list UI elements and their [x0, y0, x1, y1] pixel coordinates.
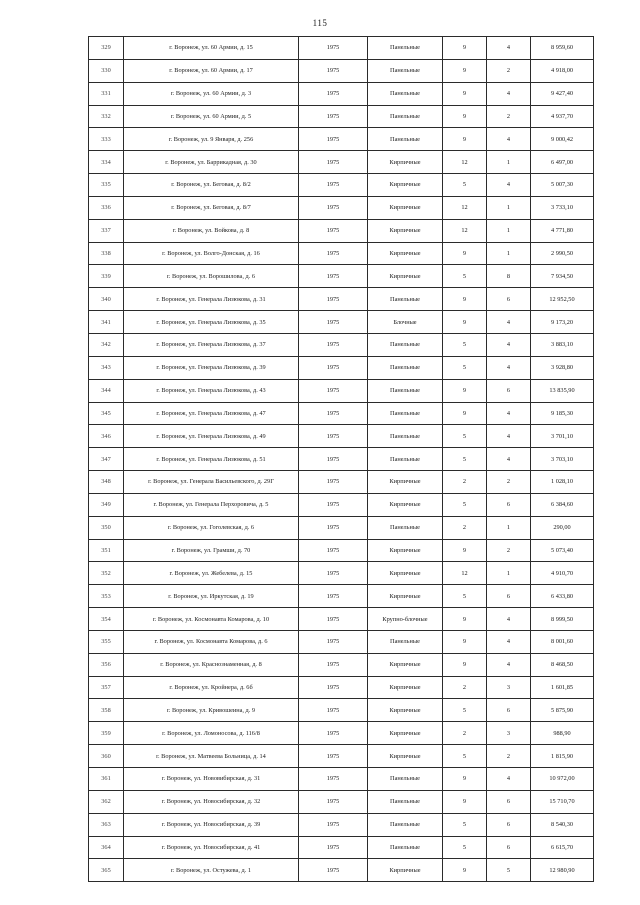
wall-material-cell: Панельные: [368, 82, 443, 105]
address-cell: г. Воронеж, ул. Матвеева Больница, д. 14: [124, 745, 299, 768]
table-row: [89, 813, 594, 836]
area-cell: 5 875,90: [531, 699, 594, 722]
floors-cell: 9: [443, 379, 487, 402]
floors-cell: 9: [443, 653, 487, 676]
table-row: [89, 105, 594, 128]
area-cell: 1 815,90: [531, 745, 594, 768]
row-number-cell: 338: [89, 242, 124, 265]
wall-material-cell: Кирпичные: [368, 653, 443, 676]
area-cell: 4 918,00: [531, 59, 594, 82]
floors-cell: 9: [443, 311, 487, 334]
table-row: [89, 333, 594, 356]
entrances-cell: 6: [487, 585, 531, 608]
area-cell: 1 601,85: [531, 676, 594, 699]
area-cell: 12 952,50: [531, 288, 594, 311]
area-cell: 6 384,60: [531, 493, 594, 516]
wall-material-cell: Панельные: [368, 630, 443, 653]
entrances-cell: 4: [487, 425, 531, 448]
address-cell: г. Воронеж, ул. 60 Армии, д. 5: [124, 105, 299, 128]
entrances-cell: 6: [487, 836, 531, 859]
area-cell: 8 468,50: [531, 653, 594, 676]
floors-cell: 9: [443, 859, 487, 882]
floors-cell: 9: [443, 128, 487, 151]
table-row: [89, 425, 594, 448]
address-cell: г. Воронеж, ул. Гоголевская, д. 6: [124, 516, 299, 539]
table-row: [89, 653, 594, 676]
address-cell: г. Воронеж, ул. Остужева, д. 1: [124, 859, 299, 882]
wall-material-cell: Панельные: [368, 402, 443, 425]
table-row: [89, 745, 594, 768]
row-number-cell: 348: [89, 471, 124, 494]
table-row: [89, 585, 594, 608]
address-cell: г. Воронеж, ул. Кривошеина, д. 9: [124, 699, 299, 722]
year-cell: 1975: [299, 105, 368, 128]
floors-cell: 5: [443, 333, 487, 356]
floors-cell: 9: [443, 402, 487, 425]
address-cell: г. Воронеж, ул. 60 Армии, д. 15: [124, 37, 299, 60]
floors-cell: 9: [443, 790, 487, 813]
row-number-cell: 332: [89, 105, 124, 128]
address-cell: г. Воронеж, ул. Ломоносова, д. 116/8: [124, 722, 299, 745]
table-row: [89, 196, 594, 219]
table-row: [89, 608, 594, 631]
wall-material-cell: Панельные: [368, 288, 443, 311]
wall-material-cell: Кирпичные: [368, 562, 443, 585]
floors-cell: 9: [443, 539, 487, 562]
wall-material-cell: Кирпичные: [368, 539, 443, 562]
entrances-cell: 1: [487, 219, 531, 242]
wall-material-cell: Панельные: [368, 516, 443, 539]
entrances-cell: 6: [487, 288, 531, 311]
year-cell: 1975: [299, 174, 368, 197]
row-number-cell: 360: [89, 745, 124, 768]
year-cell: 1975: [299, 425, 368, 448]
address-cell: г. Воронеж, ул. 60 Армии, д. 3: [124, 82, 299, 105]
area-cell: 15 710,70: [531, 790, 594, 813]
year-cell: 1975: [299, 82, 368, 105]
year-cell: 1975: [299, 745, 368, 768]
wall-material-cell: Кирпичные: [368, 585, 443, 608]
floors-cell: 2: [443, 516, 487, 539]
row-number-cell: 346: [89, 425, 124, 448]
wall-material-cell: Кирпичные: [368, 242, 443, 265]
wall-material-cell: Кирпичные: [368, 174, 443, 197]
year-cell: 1975: [299, 59, 368, 82]
area-cell: 1 028,10: [531, 471, 594, 494]
entrances-cell: 2: [487, 539, 531, 562]
address-cell: г. Воронеж, ул. Волго-Донская, д. 16: [124, 242, 299, 265]
entrances-cell: 1: [487, 151, 531, 174]
address-cell: г. Воронеж, ул. Краснознаменная, д. 8: [124, 653, 299, 676]
address-cell: г. Воронеж, ул. Генерала Лизюкова, д. 51: [124, 448, 299, 471]
row-number-cell: 334: [89, 151, 124, 174]
table-row: [89, 265, 594, 288]
address-cell: г. Воронеж, ул. Генерала Лизюкова, д. 37: [124, 333, 299, 356]
year-cell: 1975: [299, 196, 368, 219]
floors-cell: 5: [443, 265, 487, 288]
year-cell: 1975: [299, 790, 368, 813]
address-cell: г. Воронеж, ул. Генерала Лизюкова, д. 43: [124, 379, 299, 402]
address-cell: г. Воронеж, ул. 60 Армии, д. 17: [124, 59, 299, 82]
year-cell: 1975: [299, 151, 368, 174]
floors-cell: 5: [443, 425, 487, 448]
wall-material-cell: Кирпичные: [368, 196, 443, 219]
entrances-cell: 4: [487, 630, 531, 653]
wall-material-cell: Панельные: [368, 128, 443, 151]
row-number-cell: 343: [89, 356, 124, 379]
area-cell: 5 073,40: [531, 539, 594, 562]
year-cell: 1975: [299, 242, 368, 265]
area-cell: 12 980,90: [531, 859, 594, 882]
entrances-cell: 4: [487, 128, 531, 151]
floors-cell: 5: [443, 356, 487, 379]
row-number-cell: 351: [89, 539, 124, 562]
entrances-cell: 1: [487, 516, 531, 539]
row-number-cell: 336: [89, 196, 124, 219]
table-row: [89, 516, 594, 539]
floors-cell: 9: [443, 82, 487, 105]
table-row: [89, 151, 594, 174]
area-cell: 3 928,80: [531, 356, 594, 379]
address-cell: г. Воронеж, ул. Космонавта Комарова, д. 6: [124, 630, 299, 653]
table-row: [89, 242, 594, 265]
entrances-cell: 3: [487, 676, 531, 699]
address-cell: г. Воронеж, ул. Новосибирская, д. 32: [124, 790, 299, 813]
year-cell: 1975: [299, 630, 368, 653]
table-row: [89, 768, 594, 791]
row-number-cell: 359: [89, 722, 124, 745]
floors-cell: 2: [443, 722, 487, 745]
address-cell: г. Воронеж, ул. Генерала Лизюкова, д. 35: [124, 311, 299, 334]
wall-material-cell: Кирпичные: [368, 859, 443, 882]
floors-cell: 12: [443, 196, 487, 219]
wall-material-cell: Панельные: [368, 448, 443, 471]
floors-cell: 5: [443, 745, 487, 768]
entrances-cell: 4: [487, 356, 531, 379]
address-cell: г. Воронеж, ул. Космонавта Комарова, д. 10: [124, 608, 299, 631]
entrances-cell: 4: [487, 82, 531, 105]
row-number-cell: 344: [89, 379, 124, 402]
table-row: [89, 174, 594, 197]
address-cell: г. Воронеж, ул. Генерала Лизюкова, д. 47: [124, 402, 299, 425]
area-cell: 988,90: [531, 722, 594, 745]
table-body: [89, 37, 594, 882]
table-row: [89, 859, 594, 882]
area-cell: 6 497,00: [531, 151, 594, 174]
row-number-cell: 345: [89, 402, 124, 425]
table-row: [89, 37, 594, 60]
row-number-cell: 347: [89, 448, 124, 471]
row-number-cell: 350: [89, 516, 124, 539]
wall-material-cell: Панельные: [368, 836, 443, 859]
entrances-cell: 4: [487, 333, 531, 356]
address-cell: г. Воронеж, ул. Новосибирская, д. 41: [124, 836, 299, 859]
floors-cell: 9: [443, 105, 487, 128]
table-row: [89, 676, 594, 699]
year-cell: 1975: [299, 722, 368, 745]
wall-material-cell: Блочные: [368, 311, 443, 334]
year-cell: 1975: [299, 585, 368, 608]
floors-cell: 9: [443, 608, 487, 631]
wall-material-cell: Панельные: [368, 379, 443, 402]
row-number-cell: 354: [89, 608, 124, 631]
area-cell: 4 771,80: [531, 219, 594, 242]
row-number-cell: 331: [89, 82, 124, 105]
floors-cell: 5: [443, 493, 487, 516]
wall-material-cell: Панельные: [368, 425, 443, 448]
area-cell: 8 999,50: [531, 608, 594, 631]
row-number-cell: 349: [89, 493, 124, 516]
floors-cell: 5: [443, 448, 487, 471]
table-row: [89, 722, 594, 745]
row-number-cell: 361: [89, 768, 124, 791]
floors-cell: 9: [443, 242, 487, 265]
area-cell: 13 835,90: [531, 379, 594, 402]
floors-cell: 5: [443, 813, 487, 836]
wall-material-cell: Панельные: [368, 59, 443, 82]
area-cell: 3 733,10: [531, 196, 594, 219]
entrances-cell: 4: [487, 402, 531, 425]
area-cell: 3 883,10: [531, 333, 594, 356]
wall-material-cell: Кирпичные: [368, 265, 443, 288]
table-row: [89, 82, 594, 105]
address-cell: г. Воронеж, ул. Войкова, д. 8: [124, 219, 299, 242]
entrances-cell: 4: [487, 174, 531, 197]
table-row: [89, 402, 594, 425]
table-row: [89, 59, 594, 82]
floors-cell: 9: [443, 59, 487, 82]
row-number-cell: 333: [89, 128, 124, 151]
wall-material-cell: Кирпичные: [368, 151, 443, 174]
table-row: [89, 448, 594, 471]
row-number-cell: 358: [89, 699, 124, 722]
row-number-cell: 335: [89, 174, 124, 197]
area-cell: 290,00: [531, 516, 594, 539]
floors-cell: 12: [443, 562, 487, 585]
year-cell: 1975: [299, 562, 368, 585]
page-number: 115: [312, 18, 328, 28]
year-cell: 1975: [299, 288, 368, 311]
row-number-cell: 352: [89, 562, 124, 585]
area-cell: 6 433,80: [531, 585, 594, 608]
table-row: [89, 288, 594, 311]
address-cell: г. Воронеж, ул. Беговая, д. 8/2: [124, 174, 299, 197]
entrances-cell: 5: [487, 859, 531, 882]
table-row: [89, 379, 594, 402]
wall-material-cell: Кирпичные: [368, 471, 443, 494]
floors-cell: 2: [443, 471, 487, 494]
table-row: [89, 311, 594, 334]
address-cell: г. Воронеж, ул. Генерала Лизюкова, д. 31: [124, 288, 299, 311]
row-number-cell: 329: [89, 37, 124, 60]
address-cell: г. Воронеж, ул. Кройнера, д. 6б: [124, 676, 299, 699]
table-row: [89, 493, 594, 516]
year-cell: 1975: [299, 859, 368, 882]
entrances-cell: 2: [487, 745, 531, 768]
area-cell: 7 934,50: [531, 265, 594, 288]
year-cell: 1975: [299, 493, 368, 516]
wall-material-cell: Кирпичные: [368, 722, 443, 745]
entrances-cell: 2: [487, 59, 531, 82]
table-row: [89, 699, 594, 722]
floors-cell: 5: [443, 174, 487, 197]
area-cell: 6 615,70: [531, 836, 594, 859]
row-number-cell: 356: [89, 653, 124, 676]
wall-material-cell: Панельные: [368, 768, 443, 791]
row-number-cell: 363: [89, 813, 124, 836]
year-cell: 1975: [299, 128, 368, 151]
year-cell: 1975: [299, 699, 368, 722]
entrances-cell: 4: [487, 448, 531, 471]
row-number-cell: 362: [89, 790, 124, 813]
area-cell: 4 937,70: [531, 105, 594, 128]
row-number-cell: 364: [89, 836, 124, 859]
entrances-cell: 4: [487, 768, 531, 791]
wall-material-cell: Кирпичные: [368, 745, 443, 768]
area-cell: 5 007,30: [531, 174, 594, 197]
floors-cell: 5: [443, 585, 487, 608]
year-cell: 1975: [299, 402, 368, 425]
entrances-cell: 1: [487, 196, 531, 219]
year-cell: 1975: [299, 356, 368, 379]
year-cell: 1975: [299, 37, 368, 60]
table-row: [89, 356, 594, 379]
address-cell: г. Воронеж, ул. Нововибирская, д. 31: [124, 768, 299, 791]
entrances-cell: 4: [487, 608, 531, 631]
year-cell: 1975: [299, 539, 368, 562]
entrances-cell: 4: [487, 37, 531, 60]
table-row: [89, 128, 594, 151]
year-cell: 1975: [299, 471, 368, 494]
area-cell: 10 972,00: [531, 768, 594, 791]
year-cell: 1975: [299, 836, 368, 859]
wall-material-cell: Панельные: [368, 37, 443, 60]
area-cell: 3 703,10: [531, 448, 594, 471]
area-cell: 9 173,20: [531, 311, 594, 334]
floors-cell: 9: [443, 288, 487, 311]
year-cell: 1975: [299, 311, 368, 334]
address-cell: г. Воронеж, ул. Генерала Перхоровича, д. 5: [124, 493, 299, 516]
address-cell: г. Воронеж, ул. Генерала Лизюкова, д. 39: [124, 356, 299, 379]
wall-material-cell: Кирпичные: [368, 219, 443, 242]
address-cell: г. Воронеж, ул. Грамши, д. 70: [124, 539, 299, 562]
entrances-cell: 6: [487, 379, 531, 402]
row-number-cell: 340: [89, 288, 124, 311]
address-cell: г. Воронеж, ул. Генерала Васильевского, д. 29Г: [124, 471, 299, 494]
entrances-cell: 1: [487, 242, 531, 265]
year-cell: 1975: [299, 516, 368, 539]
year-cell: 1975: [299, 768, 368, 791]
year-cell: 1975: [299, 676, 368, 699]
area-cell: 3 701,10: [531, 425, 594, 448]
address-cell: г. Воронеж, ул. Генерала Лизюкова, д. 49: [124, 425, 299, 448]
entrances-cell: 4: [487, 653, 531, 676]
address-cell: г. Воронеж, ул. 9 Января, д. 256: [124, 128, 299, 151]
address-cell: г. Воронеж, ул. Иркутская, д. 19: [124, 585, 299, 608]
year-cell: 1975: [299, 813, 368, 836]
area-cell: 2 990,50: [531, 242, 594, 265]
wall-material-cell: Панельные: [368, 333, 443, 356]
wall-material-cell: Кирпичные: [368, 493, 443, 516]
table-row: [89, 562, 594, 585]
floors-cell: 9: [443, 37, 487, 60]
table-row: [89, 471, 594, 494]
floors-cell: 12: [443, 219, 487, 242]
table-row: [89, 539, 594, 562]
address-cell: г. Воронеж, ул. Новосибирская, д. 39: [124, 813, 299, 836]
entrances-cell: 6: [487, 493, 531, 516]
housing-registry-table: [88, 36, 594, 882]
entrances-cell: 6: [487, 790, 531, 813]
floors-cell: 9: [443, 630, 487, 653]
table-row: [89, 836, 594, 859]
row-number-cell: 342: [89, 333, 124, 356]
table-row: [89, 219, 594, 242]
wall-material-cell: Панельные: [368, 105, 443, 128]
address-cell: г. Воронеж, ул. Беговая, д. 8/7: [124, 196, 299, 219]
area-cell: 8 959,60: [531, 37, 594, 60]
entrances-cell: 1: [487, 562, 531, 585]
row-number-cell: 330: [89, 59, 124, 82]
floors-cell: 9: [443, 768, 487, 791]
entrances-cell: 4: [487, 311, 531, 334]
entrances-cell: 8: [487, 265, 531, 288]
area-cell: 8 001,60: [531, 630, 594, 653]
entrances-cell: 2: [487, 105, 531, 128]
wall-material-cell: Панельные: [368, 790, 443, 813]
floors-cell: 5: [443, 699, 487, 722]
row-number-cell: 337: [89, 219, 124, 242]
row-number-cell: 357: [89, 676, 124, 699]
wall-material-cell: Кирпичные: [368, 699, 443, 722]
row-number-cell: 339: [89, 265, 124, 288]
year-cell: 1975: [299, 379, 368, 402]
wall-material-cell: Крупно-блочные: [368, 608, 443, 631]
table-row: [89, 630, 594, 653]
address-cell: г. Воронеж, ул. Жебелева, д. 15: [124, 562, 299, 585]
wall-material-cell: Панельные: [368, 356, 443, 379]
year-cell: 1975: [299, 653, 368, 676]
row-number-cell: 355: [89, 630, 124, 653]
year-cell: 1975: [299, 265, 368, 288]
year-cell: 1975: [299, 608, 368, 631]
address-cell: г. Воронеж, ул. Ворошилова, д. 6: [124, 265, 299, 288]
year-cell: 1975: [299, 219, 368, 242]
row-number-cell: 365: [89, 859, 124, 882]
year-cell: 1975: [299, 448, 368, 471]
year-cell: 1975: [299, 333, 368, 356]
table-row: [89, 790, 594, 813]
row-number-cell: 341: [89, 311, 124, 334]
wall-material-cell: Кирпичные: [368, 676, 443, 699]
entrances-cell: 3: [487, 722, 531, 745]
address-cell: г. Воронеж, ул. Баррикадная, д. 30: [124, 151, 299, 174]
entrances-cell: 2: [487, 471, 531, 494]
area-cell: 4 910,70: [531, 562, 594, 585]
entrances-cell: 6: [487, 699, 531, 722]
entrances-cell: 6: [487, 813, 531, 836]
wall-material-cell: Панельные: [368, 813, 443, 836]
area-cell: 8 540,30: [531, 813, 594, 836]
floors-cell: 2: [443, 676, 487, 699]
row-number-cell: 353: [89, 585, 124, 608]
area-cell: 9 185,30: [531, 402, 594, 425]
floors-cell: 12: [443, 151, 487, 174]
area-cell: 9 000,42: [531, 128, 594, 151]
floors-cell: 5: [443, 836, 487, 859]
area-cell: 9 427,40: [531, 82, 594, 105]
